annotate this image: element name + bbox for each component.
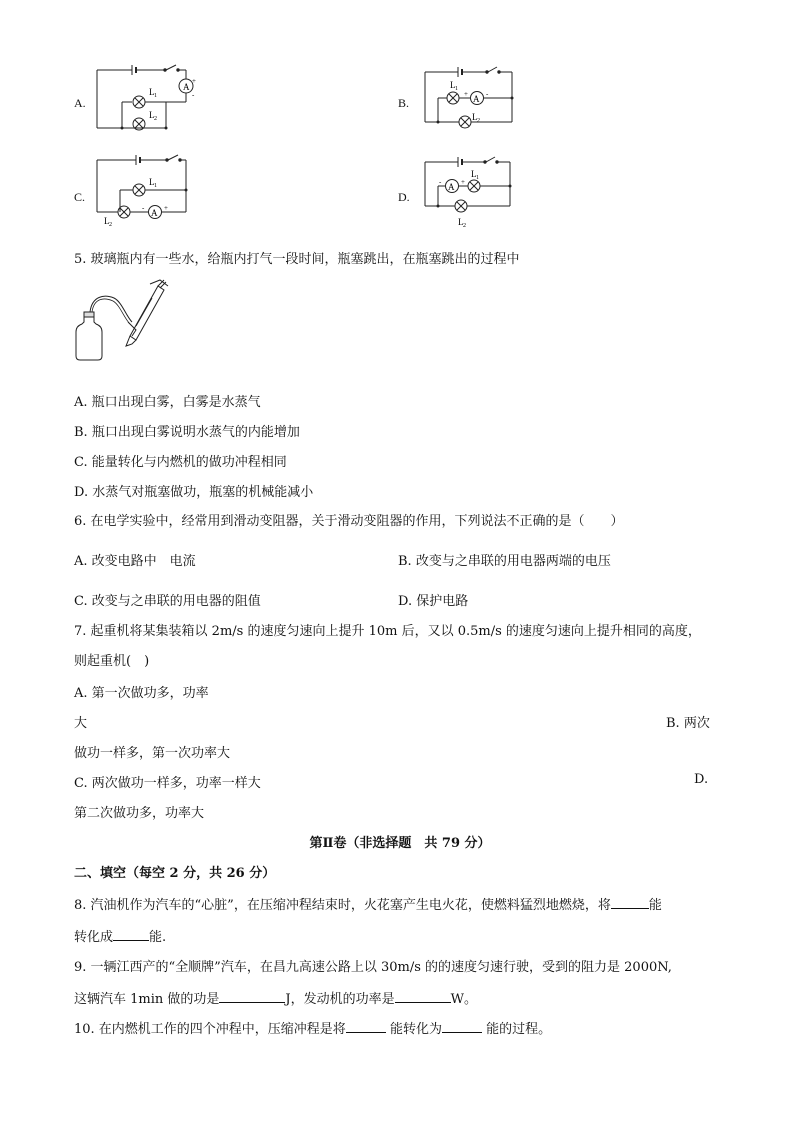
q8-blank-1[interactable] <box>611 896 649 909</box>
bulb-l2-label: L <box>458 217 464 227</box>
q7-option-d: D. <box>694 772 709 787</box>
q9-blank-2[interactable] <box>395 990 451 1003</box>
q10-text-2: 能转化为 <box>389 1022 442 1037</box>
bulb-l1-label: L <box>149 177 155 187</box>
ammeter-plus: + <box>461 178 465 186</box>
q9-line2 <box>74 988 477 1007</box>
bulb-l2-sub: 2 <box>154 116 157 122</box>
bulb-l1-label: L <box>450 80 456 90</box>
option-label-a: A. <box>74 96 86 110</box>
ammeter-minus: - <box>486 90 489 98</box>
ammeter-minus: - <box>142 204 145 212</box>
q7-option-b-continued: 做功一样多，第一次功率大 <box>74 746 231 761</box>
bulb-l2-label: L <box>472 112 478 122</box>
part-two-title: 第Ⅱ卷（非选择题 共 79 分） <box>309 836 491 851</box>
q10-line <box>74 1018 551 1037</box>
q9-text-1: 这辆汽车 1min 做的功是 <box>74 992 220 1007</box>
bulb-l2-sub: 2 <box>477 118 480 124</box>
q10-text-3: 能的过程。 <box>486 1022 552 1037</box>
q8-blank-2[interactable] <box>113 928 149 941</box>
q6-option-d: D. 保护电路 <box>398 594 469 609</box>
q9-text-2: J，发动机的功率是 <box>285 992 395 1007</box>
ammeter-label: A <box>183 82 190 92</box>
circuit-diagram-d <box>420 152 520 230</box>
circuit-diagram-c <box>92 152 202 226</box>
q6-stem: 6. 在电学实验中，经常用到滑动变阻器，关于滑动变阻器的作用，下列说法不正确的是（ ） <box>74 514 624 529</box>
q8-line2 <box>74 926 166 945</box>
q8-line1 <box>74 894 662 913</box>
q7-stem-line2: 则起重机( ) <box>74 654 150 669</box>
q10-text-1: 10. 在内燃机工作的四个冲程中，压缩冲程是将 <box>74 1022 346 1037</box>
q7-option-c: C. 两次做功一样多，功率一样大 <box>74 776 261 791</box>
bulb-l2-sub: 2 <box>463 223 466 229</box>
ammeter-label: A <box>448 182 455 192</box>
q5-option-a: A. 瓶口出现白雾，白雾是水蒸气 <box>74 395 261 410</box>
ammeter-minus: - <box>439 178 442 186</box>
bulb-l2-label: L <box>149 110 155 120</box>
section-heading: 二、填空（每空 2 分，共 26 分） <box>74 866 276 881</box>
circuit-diagram-b <box>420 62 520 134</box>
ammeter-label: A <box>151 208 158 218</box>
bottle-pump-illustration <box>70 276 170 364</box>
bulb-l1-sub: 1 <box>455 86 458 92</box>
bulb-l2-sub: 2 <box>109 222 112 226</box>
q5-option-b: B. 瓶口出现白雾说明水蒸气的内能增加 <box>74 425 300 440</box>
q8-text-4: 能. <box>149 930 167 945</box>
bulb-l1-label: L <box>149 87 155 97</box>
q7-option-b: B. 两次 <box>666 716 710 731</box>
q7-option-a: A. 第一次做功多，功率 <box>74 686 209 701</box>
ammeter-plus: + <box>164 204 168 212</box>
bulb-l1-label: L <box>471 169 477 179</box>
q10-blank-2[interactable] <box>442 1020 482 1033</box>
ammeter-minus: - <box>192 91 195 99</box>
bulb-l2-label: L <box>104 216 110 226</box>
q8-text-3: 转化成 <box>74 930 114 945</box>
q6-option-c: C. 改变与之串联的用电器的阻值 <box>74 594 261 609</box>
q6-option-a: A. 改变电路中 电流 <box>74 554 196 569</box>
q7-option-d-continued: 第二次做功多，功率大 <box>74 806 205 821</box>
q7-option-a-continued: 大 <box>74 716 88 731</box>
ammeter-plus: + <box>464 90 468 98</box>
q7-stem-line1: 7. 起重机将某集装箱以 2m/s 的速度匀速向上提升 10m 后，又以 0.5m/s 的速度匀速向上提升相同的高度， <box>74 624 701 639</box>
bulb-l1-sub: 1 <box>476 175 479 181</box>
q6-option-b: B. 改变与之串联的用电器两端的电压 <box>398 554 611 569</box>
circuit-diagram-a <box>92 62 202 134</box>
q9-blank-1[interactable] <box>219 990 285 1003</box>
bulb-l1-sub: 1 <box>154 183 157 189</box>
option-label-d: D. <box>398 190 410 204</box>
q8-text-2: 能 <box>648 898 662 913</box>
q5-option-c: C. 能量转化与内燃机的做功冲程相同 <box>74 455 287 470</box>
q8-text-1: 8. 汽油机作为汽车的“心脏”，在压缩冲程结束时，火花塞产生电火花，使燃料猛烈地燃烧，将 <box>74 898 611 913</box>
bulb-l1-sub: 1 <box>154 93 157 99</box>
option-label-c: C. <box>74 190 86 204</box>
ammeter-plus: + <box>192 77 196 85</box>
q10-blank-1[interactable] <box>346 1020 386 1033</box>
option-label-b: B. <box>398 96 410 110</box>
q5-option-d: D. 水蒸气对瓶塞做功，瓶塞的机械能减小 <box>74 485 314 500</box>
q9-text-3: W。 <box>450 992 477 1007</box>
q9-line1: 9. 一辆江西产的“全顺牌”汽车，在昌九高速公路上以 30m/s 的的速度匀速行驶，受到的阻力是 2000N, <box>74 960 672 975</box>
q5-stem: 5. 玻璃瓶内有一些水，给瓶内打气一段时间，瓶塞跳出，在瓶塞跳出的过程中 <box>74 252 520 267</box>
ammeter-label: A <box>473 94 480 104</box>
